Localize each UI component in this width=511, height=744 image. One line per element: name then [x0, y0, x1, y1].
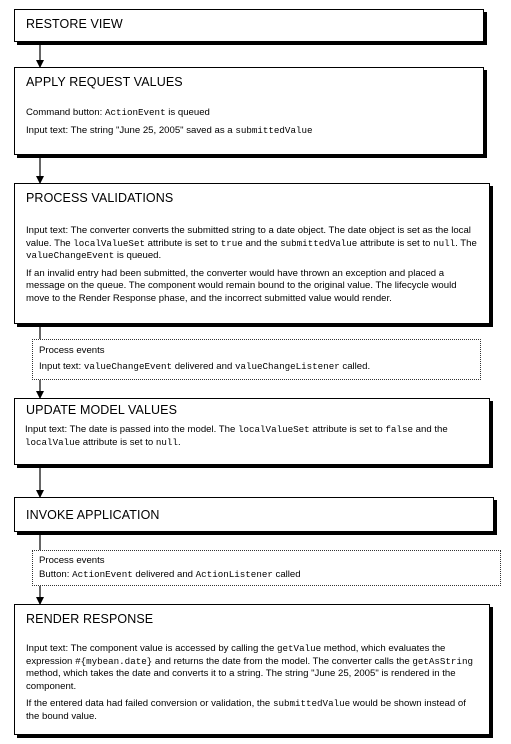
body-paragraph: Input text: The component value is accessed by calling the getValue method, which evaluates the expression #{mybean.date} and returns the date from the model. The converter calls the getAsString method, which takes the date and converts it to a string. The string "June 25, 2005" is rendered in the component. — [26, 643, 473, 692]
phase-body — [26, 643, 481, 729]
body-paragraph: Input text: The converter converts the submitted string to a date object. The date object is set as the local value. The localValueSet attribute is set to true and the submittedValue attribute is set to null. The valueChangeEvent is queued. — [26, 225, 477, 262]
body-line: Command button: ActionEvent is queued — [26, 107, 210, 118]
phase-body — [26, 107, 475, 142]
body-line: Input text: The string "June 25, 2005" saved as a submittedValue — [26, 124, 313, 136]
phase-title: RESTORE VIEW — [26, 17, 123, 31]
process-events-invoke — [32, 550, 501, 586]
phase-process-validations — [14, 183, 490, 324]
phase-render-response — [14, 604, 490, 735]
events-body — [39, 555, 492, 586]
phase-restore-view — [14, 9, 484, 42]
phase-body — [26, 225, 481, 311]
events-title: Process events — [39, 555, 105, 566]
process-events-validations — [32, 339, 481, 380]
events-body — [39, 345, 472, 378]
phase-title: UPDATE MODEL VALUES — [26, 403, 178, 417]
events-title: Process events — [39, 345, 105, 356]
events-line: Input text: valueChangeEvent delivered and valueChangeListener called. — [39, 360, 371, 372]
phase-update-model-values — [14, 398, 490, 465]
phase-body — [25, 424, 481, 454]
phase-apply-request-values — [14, 67, 484, 155]
body-paragraph: Input text: The date is passed into the model. The localValueSet attribute is set to false and the localValue attribute is set to null. — [25, 424, 448, 448]
phase-title: RENDER RESPONSE — [26, 612, 154, 626]
body-paragraph: If an invalid entry had been submitted, the converter would have thrown an exception and placed a message on the queue. The component would remain bound to the original value. The lifecycle would move to the Render Response phase, and the incorrect submitted value would render. — [26, 267, 457, 304]
phase-title: INVOKE APPLICATION — [26, 508, 160, 522]
phase-invoke-application — [14, 497, 494, 532]
events-line: Button: ActionEvent delivered and ActionListener called — [39, 568, 301, 580]
phase-title: PROCESS VALIDATIONS — [26, 191, 174, 205]
body-paragraph: If the entered data had failed conversion or validation, the submittedValue would be shown instead of the bound value. — [26, 698, 466, 722]
phase-title: APPLY REQUEST VALUES — [26, 75, 183, 89]
